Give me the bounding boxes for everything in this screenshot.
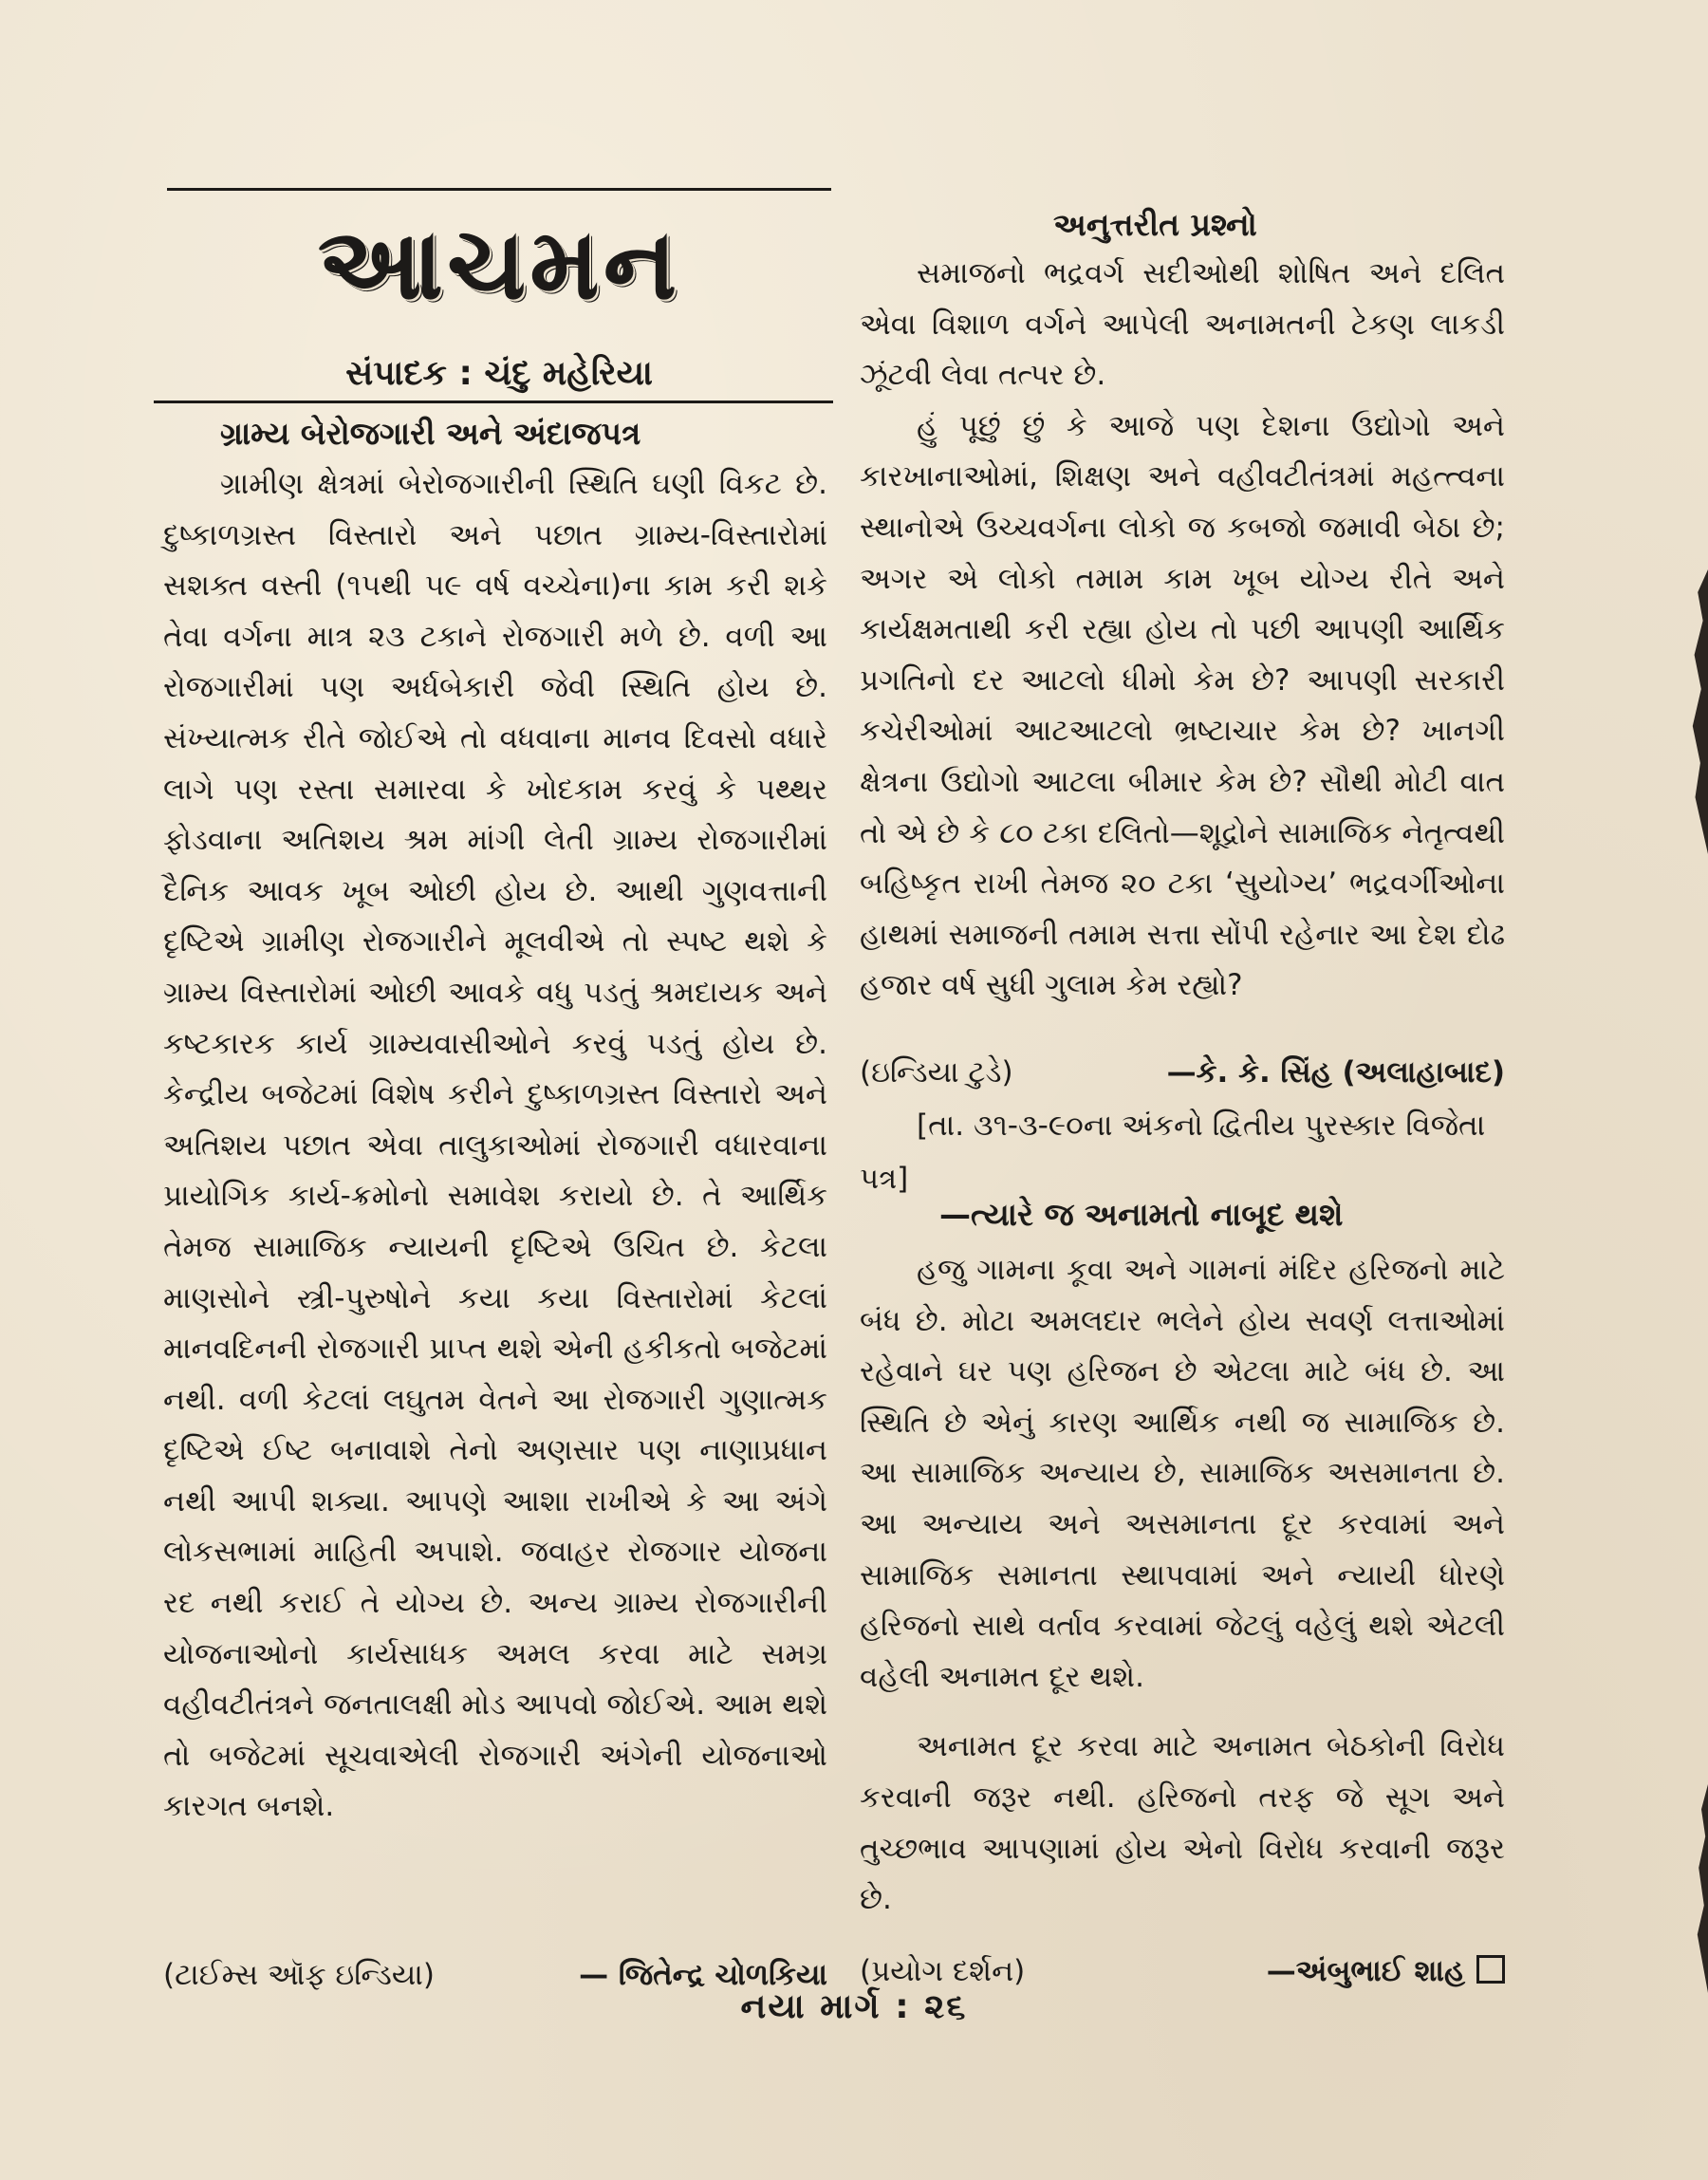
right-article-1-body — [860, 249, 1505, 1012]
right-article-1-source: (ઇન્ડિયા ટુડે) — [860, 1055, 1013, 1090]
column-title: આચમન — [317, 205, 681, 322]
left-article-source: (ટાઈમ્સ ઑફ ઇન્ડિયા) — [163, 1958, 435, 1992]
left-article-paragraph: ગ્રામીણ ક્ષેત્રમાં બેરોજગારીની સ્થિતિ ઘણી વિકટ છે. દુષ્કાળગ્રસ્ત વિસ્તારો અને પછાત ગ્રામ્ય-વિસ્તારોમાં સશક્ત વસ્તી (૧૫થી ૫૯ વર્ષ વચ્ચેના)ના કામ કરી શકે તેવા વર્ગના માત્ર ૨૩ ટકાને રોજગારી મળે છે. વળી આ રોજગારીમાં પણ અર્ધબેકારી જેવી સ્થિતિ હોય છે. સંખ્યાત્મક રીતે જોઈએ તો વધવાના માનવ દિવસો વધારે લાગે પણ રસ્તા સમારવા કે ખોદકામ કરવું કે પથ્થર ફોડવાના અતિશય શ્રમ માંગી લેતી ગ્રામ્ય રોજગારીમાં દૈનિક આવક ખૂબ ઓછી હોય છે. આથી ગુણવત્તાની દૃષ્ટિએ ગ્રામીણ રોજગારીને મૂલવીએ તો સ્પષ્ટ થશે કે ગ્રામ્ય વિસ્તારોમાં ઓછી આવકે વધુ પડતું શ્રમદાયક અને કષ્ટકારક કાર્ય ગ્રામ્યવાસીઓને કરવું પડતું હોય છે. કેન્દ્રીય બજેટમાં વિશેષ કરીને દુષ્કાળગ્રસ્ત વિસ્તારો અને અતિશય પછાત એવા તાલુકાઓમાં રોજગારી વધારવાના પ્રાયોગિક કાર્ય-ક્રમોનો સમાવેશ કરાયો છે. તે આર્થિક તેમજ સામાજિક ન્યાયની દૃષ્ટિએ ઉચિત છે. કેટલા માણસોને સ્ત્રી-પુરુષોને કયા કયા વિસ્તારોમાં કેટલાં માનવદિનની રોજગારી પ્રાપ્ત થશે એની હકીકતો બજેટમાં નથી. વળી કેટલાં લઘુતમ વેતને આ રોજગારી ગુણાત્મક દૃષ્ટિએ ઈષ્ટ બનાવાશે તેનો અણસાર પણ નાણાપ્રધાન નથી આપી શક્યા. આપણે આશા રાખીએ કે આ અંગે લોકસભામાં માહિતી અપાશે. જવાહર રોજગાર યોજના રદ નથી કરાઈ તે યોગ્ય છે. અન્ય ગ્રામ્ય રોજગારીની યોજનાઓનો કાર્યસાધક અમલ કરવા માટે સમગ્ર વહીવટીતંત્રને જનતાલક્ષી મોડ આપવો જોઈએ. આમ થશે તો બજેટમાં સૂચવાએલી રોજગારી અંગેની યોજનાઓ કારગત બનશે. — [163, 467, 827, 1824]
right-article-2-headline: —ત્યારે જ અનામતો નાબૂદ થશે — [939, 1196, 1344, 1233]
prize-note-text: [તા. ૩૧-૩-૯૦ના અંકનો દ્વિતીય પુરસ્કાર વિજેતા પત્ર] — [860, 1109, 1486, 1196]
left-article-author: — જિતેન્દ્ર ચોળકિયા — [579, 1958, 827, 1992]
left-article-body — [163, 459, 827, 1833]
right-article-1-headline: અનુત્તરીત પ્રશ્નો — [1053, 206, 1257, 243]
end-mark-icon — [1476, 1955, 1505, 1984]
right-article-1-paragraph: હું પૂછું છું કે આજે પણ દેશના ઉદ્યોગો અને કારખાનાઓમાં, શિક્ષણ અને વહીવટીતંત્રમાં મહત્ત્વના સ્થાનોએ ઉચ્ચવર્ગના લોકો જ કબજો જમાવી બેઠા છે; અગર એ લોકો તમામ કામ ખૂબ યોગ્ય રીતે અને કાર્યક્ષમતાથી કરી રહ્યા હોય તો પછી આપણી આર્થિક પ્રગતિનો દર આટલો ધીમો કેમ છે? આપણી સરકારી કચેરીઓમાં આટઆટલો ભ્રષ્ટાચાર કેમ છે? ખાનગી ક્ષેત્રના ઉદ્યોગો આટલા બીમાર કેમ છે? સૌથી મોટી વાત તો એ છે કે ૮૦ ટકા દલિતો—શૂદ્રોને સામાજિક નેતૃત્વથી બહિષ્કૃત રાખી તેમજ ૨૦ ટકા ‘સુયોગ્ય’ ભદ્રવર્ગીઓના હાથમાં સમાજની તમામ સત્તા સોંપી રહેનાર આ દેશ દોઢ હજાર વર્ષ સુધી ગુલામ કેમ રહ્યો? — [860, 408, 1505, 1003]
right-article-2-paragraph: હજુ ગામના કૂવા અને ગામનાં મંદિર હરિજનો માટે બંધ છે. મોટા અમલદાર ભલેને હોય સવર્ણ લત્તાઓમાં રહેવાને ઘર પણ હરિજન છે એટલા માટે બંધ છે. આ સ્થિતિ છે એનું કારણ આર્થિક નથી જ સામાજિક છે. આ સામાજિક અન્યાય છે, સામાજિક અસમાનતા છે. આ અન્યાય અને અસમાનતા દૂર કરવામાં અને સામાજિક સમાનતા સ્થાપવામાં અને ન્યાયી ધોરણે હરિજનો સાથે વર્તાવ કરવામાં જેટલું વહેલું થશે એટલી વહેલી અનામત દૂર થશે. — [860, 1253, 1505, 1694]
editor-rule — [154, 401, 833, 403]
torn-edge — [1695, 1784, 1708, 1993]
editor-line: સંપાદક : ચંદુ મહેરિયા — [345, 354, 653, 393]
right-article-2-paragraph: અનામત દૂર કરવા માટે અનામત બેઠકોની વિરોધ કરવાની જરૂર નથી. હરિજનો તરફ જે સૂગ અને તુચ્છભાવ આપણામાં હોય એનો વિરોધ કરવાની જરૂર છે. — [860, 1729, 1505, 1917]
right-article-2-author: —અંબુભાઈ શાહ — [1266, 1954, 1465, 1988]
right-article-2-body — [860, 1245, 1505, 1926]
right-article-1-author: —કે. કે. સિંહ (અલાહાબાદ) — [1166, 1055, 1505, 1090]
page-footer: નયા માર્ગ : ૨૬ — [740, 1987, 968, 2026]
right-article-1-credit — [860, 1049, 1505, 1096]
right-article-2-source: (પ્રયોગ દર્શન) — [860, 1954, 1026, 1988]
top-rule — [167, 188, 831, 191]
right-article-1-paragraph: સમાજનો ભદ્રવર્ગ સદીઓથી શોષિત અને દલિત એવા વિશાળ વર્ગને આપેલી અનામતની ટેકણ લાકડી ઝૂંટવી લેવા તત્પર છે. — [860, 256, 1505, 393]
prize-note — [860, 1099, 1505, 1205]
torn-edge — [1691, 569, 1708, 854]
left-article-headline: ગ્રામ્ય બેરોજગારી અને અંદાજપત્ર — [220, 415, 641, 452]
